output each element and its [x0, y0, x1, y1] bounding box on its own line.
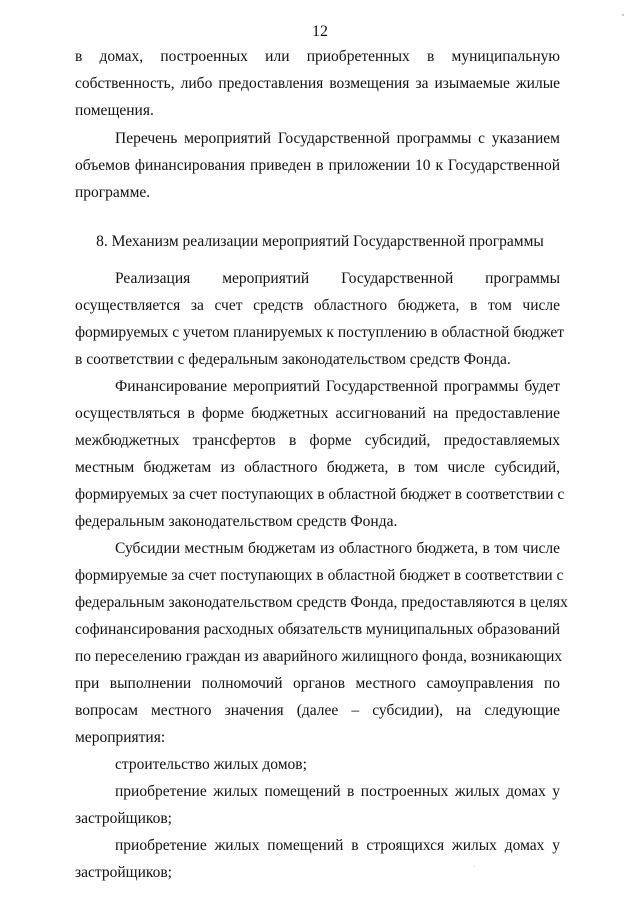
text-line: в домах, построенных или приобретенных в муниципальную: [75, 48, 560, 65]
text-line: Финансирование мероприятий Государственной программы будет: [115, 378, 560, 395]
text-line: формируемые за счет поступающих в областной бюджет в соответствии с: [75, 567, 564, 584]
text-line: в соответствии с федеральным законодательством средств Фонда.: [75, 351, 511, 368]
list-item-purchase-built: [75, 778, 560, 832]
text-line: федеральным законодательством средств Фонда.: [75, 513, 398, 530]
text-line: застройщиков;: [75, 864, 172, 881]
text-line: межбюджетных трансфертов в форме субсидий, предоставляемых: [75, 432, 560, 449]
text-line: осуществляется за счет средств областного бюджета, в том числе: [75, 297, 560, 314]
list-item-construction: [75, 751, 560, 778]
text-line: Перечень мероприятий Государственной программы с указанием: [115, 130, 560, 147]
text-line: помещения.: [75, 102, 154, 119]
text-line: по переселению граждан из аварийного жилищного фонда, возникающих: [75, 648, 563, 665]
text-line: федеральным законодательством средств Фонда, предоставляются в целях: [75, 594, 568, 611]
text-line: формируемых за счет поступающих в областной бюджет в соответствии с: [75, 486, 565, 503]
text-line: софинансирования расходных обязательств муниципальных образований: [75, 621, 561, 638]
list-item-purchase-under-construction: [75, 832, 560, 886]
paragraph-subsidies: [75, 535, 568, 751]
text-line: мероприятия:: [75, 729, 166, 746]
text-line: вопросам местного значения (далее – субсидии), на следующие: [75, 702, 560, 719]
text-line: собственность, либо предоставления возмещения за изымаемые жилые: [75, 75, 560, 92]
text-line: осуществляться в форме бюджетных ассигнований на предоставление: [75, 405, 560, 422]
text-line: приобретение жилых помещений в построенных жилых домах у: [115, 783, 560, 800]
paragraph-financing: [75, 373, 565, 535]
text-line: при выполнении полномочий органов местного самоуправления по: [75, 675, 560, 692]
paragraph-program-list: [75, 125, 560, 206]
text-line: программе.: [75, 184, 151, 201]
text-line: застройщиков;: [75, 810, 172, 827]
text-line: объемов финансирования приведен в приложении 10 к Государственной: [75, 157, 560, 174]
scan-artifact: [622, 14, 624, 16]
text-line: Субсидии местным бюджетам из областного бюджета, в том числе: [115, 540, 560, 557]
text-line: Реализация мероприятий Государственной программы: [115, 270, 560, 287]
scan-artifact: [474, 866, 475, 867]
text-line: строительство жилых домов;: [115, 756, 307, 773]
paragraph-continuation: [75, 43, 560, 124]
text-line: приобретение жилых помещений в строящихся жилых домах у: [115, 837, 560, 854]
text-line: формируемых с учетом планируемых к поступлению в областной бюджет: [75, 324, 565, 341]
page-number: 12: [312, 23, 328, 40]
paragraph-implementation: [75, 265, 565, 373]
text-line: местным бюджетам из областного бюджета, в том числе субсидий,: [75, 459, 560, 476]
section-heading: 8. Механизм реализации мероприятий Государственной программы: [96, 233, 544, 250]
